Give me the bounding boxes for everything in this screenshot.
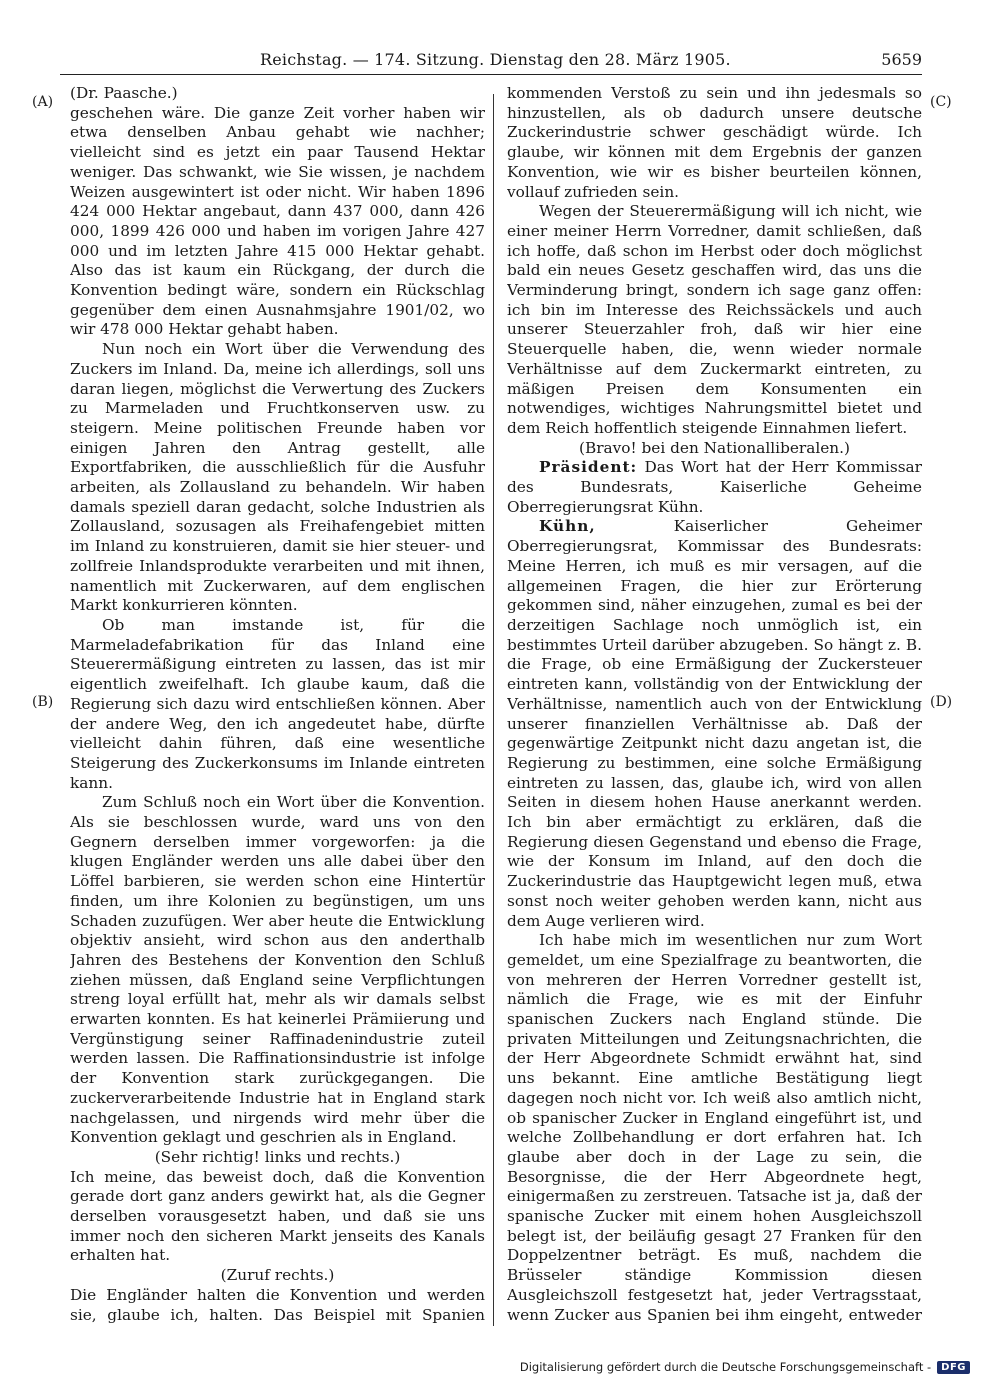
- speaker-name: Präsident:: [539, 458, 638, 477]
- paragraph: geschehen wäre. Die ganze Zeit vorher haben wir etwa denselben Anbau gehabt wie nachher; vielleicht sind es jetzt ein paar Tausend Hektar weniger. Das schwankt, wie Sie wissen, je nachdem Weizen ausgewintert ist oder nicht. Wir haben 1896 424 000 Hektar angebaut, dann 437 000, dann 426 000, 1899 426 000 und haben im vorigen Jahre 427 000 und im letzten Jahre 415 000 Hektar gehabt. Also das ist kaum ein Rückgang, der durch die Konvention bedingt wäre, sondern ein Rückschlag gegenüber dem einen Ausnahmsjahre 1901/02, wo wir 478 000 Hektar gehabt haben.: [70, 103, 485, 339]
- speaker-note: (Dr. Paasche.): [70, 84, 178, 102]
- dfg-logo-icon: DFG: [937, 1361, 970, 1374]
- paragraph: Ob man imstande ist, für die Marmeladefabrikation für das Inland eine Steuerermäßigung eintreten zu lassen, das ist mir eigentlich zweifelhaft. Ich glaube kaum, daß die Regierung sich dazu wird entschließen können. Aber der andere Weg, den ich angedeutet habe, dürfte vielleicht dahin führen, daß eine wesentliche Steigerung des Zuckerkonsums im Inlande eintreten kann.: [70, 615, 485, 792]
- left-column: [70, 84, 485, 1324]
- footer: [520, 1360, 970, 1374]
- page-number: 5659: [881, 50, 922, 69]
- margin-marker-a: (A): [32, 94, 54, 110]
- president-statement: [507, 458, 922, 517]
- right-column: [507, 84, 922, 1324]
- margin-marker-c: (C): [930, 94, 952, 110]
- paragraph: Ich habe mich im wesentlichen nur zum Wort gemeldet, um eine Spezialfrage zu beantworten, die von mehreren der Herren Vorredner gestellt ist, nämlich die Frage, wie es mit der Einfuhr spanischen Zuckers nach England stünde. Die privaten Mitteilungen und Zeitungsnachrichten, die der Herr Abgeordnete Schmidt erwähnt hat, sind uns bekannt. Eine amtliche Bestätigung liegt dagegen noch nicht vor. Ich weiß also amtlich nicht, ob spanischer Zucker in England eingeführt ist, und welche Zollbehandlung er dort erfahren hat. Ich glaube aber doch in der Lage zu sein, die Besorgnisse, die der Herr Abgeordnete hegt, einigermaßen zu zerstreuen. Tatsache ist ja, daß der spanische Zucker mit einem hohen Ausgleichszoll belegt ist, der beiläufig gesagt 27 Franken für den Doppelzentner beträgt. Es muß, nachdem die Brüsseler ständige Kommission diesen Ausgleichszoll festgesetzt hat, jeder Vertragsstaat, wenn Zucker aus Spanien bei ihm eingeht, entweder: [507, 931, 922, 1324]
- speaker-name: Kühn,: [539, 517, 596, 536]
- paragraph: Die Engländer halten die Konvention und werden sie, glaube ich, halten. Das Beispiel mit Spanien: [70, 1285, 485, 1324]
- statement-text: Das Wort hat der Herr Kommissar des Bundesrats, Kaiserliche Geheime Oberregierungsrat Kühn.: [507, 458, 922, 516]
- interjection: (Bravo! bei den Nationalliberalen.): [579, 438, 850, 457]
- paragraph: Nun noch ein Wort über die Verwendung des Zuckers im Inland. Da, meine ich allerdings, soll uns daran liegen, möglichst die Verwertung des Zuckers zu Marmeladen und Fruchtkonserven usw. zu steigern. Meine politischen Freunde haben vor einigen Jahren den Antrag gestellt, alle Exportfabriken, die ausschließlich für die Ausfuhr arbeiten, als Zollausland zu behandeln. Wir haben damals speziell daran gedacht, solche Industrien als Zollausland, sozusagen als Freihafengebiet mitten im Inland zu konstruieren, damit sie hier steuer- und zollfreie Inlandsprodukte verarbeiten und mit ihnen, namentlich mit Zuckerwaren, auf dem englischen Markt konkurrieren könnten.: [70, 340, 485, 615]
- paragraph: Wegen der Steuerermäßigung will ich nicht, wie einer meiner Herrn Vorredner, damit schließen, daß ich hoffe, daß schon im Herbst oder doch möglichst bald ein neues Gesetz geschaffen wird, das uns die Verminderung bringt, sondern ich sage ganz offen: ich bin im Interesse des Reichssäckels und auch unserer Steuerzahler froh, daß wir hier eine Steuerquelle haben, die, wenn wieder normale Verhältnisse auf dem Zuckermarkt eintreten, zu mäßigen Preisen dem Konsumenten ein notwendiges, wichtiges Nahrungsmittel bietet und dem Reich hoffentlich steigende Einnahmen liefert.: [507, 202, 922, 437]
- paragraph: Ich meine, das beweist doch, daß die Konvention gerade dort ganz anders gewirkt hat, als die Gegner derselben vorausgesetzt haben, und daß sie uns immer noch den sicheren Markt jenseits des Kanals erhalten hat.: [70, 1167, 485, 1265]
- running-title: Reichstag. — 174. Sitzung. Dienstag den 28. März 1905.: [260, 50, 731, 69]
- running-header: [60, 48, 922, 75]
- statement-text: Kaiserlicher Geheimer Oberregierungsrat, Kommissar des Bundesrats: Meine Herren, ich muß es mir versagen, auf die allgemeinen Fragen, die hier zur Erörterung gekommen sind, näher einzugehen, zumal es bei der derzeitigen Sachlage noch unmöglich ist, ein bestimmtes Urteil darüber abzugeben. So hängt z. B. die Frage, ob eine Ermäßigung der Zuckersteuer eintreten kann, vollständig von der Entwicklung der Verhältnisse, namentlich auch von der Entwicklung unserer finanziellen Verhältnisse ab. Daß der gegenwärtige Zeitpunkt nicht dazu angetan ist, die Regierung zu bestimmen, eine solche Ermäßigung eintreten zu lassen, das, glaube ich, wird von allen Seiten in diesem hohen Hause anerkannt werden. Ich bin aber ermächtigt zu erklären, daß die Regierung diesen Gegenstand und ebenso die Frage, wie der Konsum im Inland, auf den doch die Zuckerindustrie das Hauptgewicht legen muß, etwa sonst noch weiter gehoben werden kann, nicht aus dem Auge verlieren wird.: [507, 517, 922, 930]
- margin-marker-d: (D): [930, 694, 953, 710]
- column-divider: [493, 94, 494, 1326]
- interjection: (Zuruf rechts.): [220, 1266, 335, 1285]
- speaker-statement: [507, 517, 922, 931]
- interjection: (Sehr richtig! links und rechts.): [154, 1147, 401, 1166]
- paragraph: kommenden Verstoß zu sein und ihn jedesmals so hinzustellen, als ob dadurch unsere deutsche Zuckerindustrie schwer geschädigt würde. Ich glaube, wir können mit dem Ergebnis der ganzen Konvention, wie wir es bisher beurteilen können, vollauf zufrieden sein.: [507, 84, 922, 201]
- margin-marker-b: (B): [32, 694, 54, 710]
- footer-text: Digitalisierung gefördert durch die Deutsche Forschungsgemeinschaft -: [519, 1360, 932, 1374]
- paragraph: Zum Schluß noch ein Wort über die Konvention. Als sie beschlossen wurde, ward uns von den Gegnern derselben immer vorgeworfen: ja die klugen Engländer werden uns alle dabei über den Löffel barbieren, sie werden schon eine Hintertür finden, um ihre Kolonien zu begünstigen, um uns Schaden zuzufügen. Wer aber heute die Entwicklung objektiv ansieht, wird schon aus den anderthalb Jahren des Bestehens der Konvention den Schluß ziehen müssen, daß England seine Verpflichtungen streng loyal erfüllt hat, mehr als wir damals selbst erwarten konnten. Es hat keinerlei Prämiierung und Vergünstigung seiner Raffinadenindustrie zuteil werden lassen. Die Raffinationsindustrie ist infolge der Konvention stark zurückgegangen. Die zuckerverarbeitende Industrie hat in England stark nachgelassen, und nirgends wird mehr über die Konvention geklagt und geschrien als in England.: [70, 793, 485, 1147]
